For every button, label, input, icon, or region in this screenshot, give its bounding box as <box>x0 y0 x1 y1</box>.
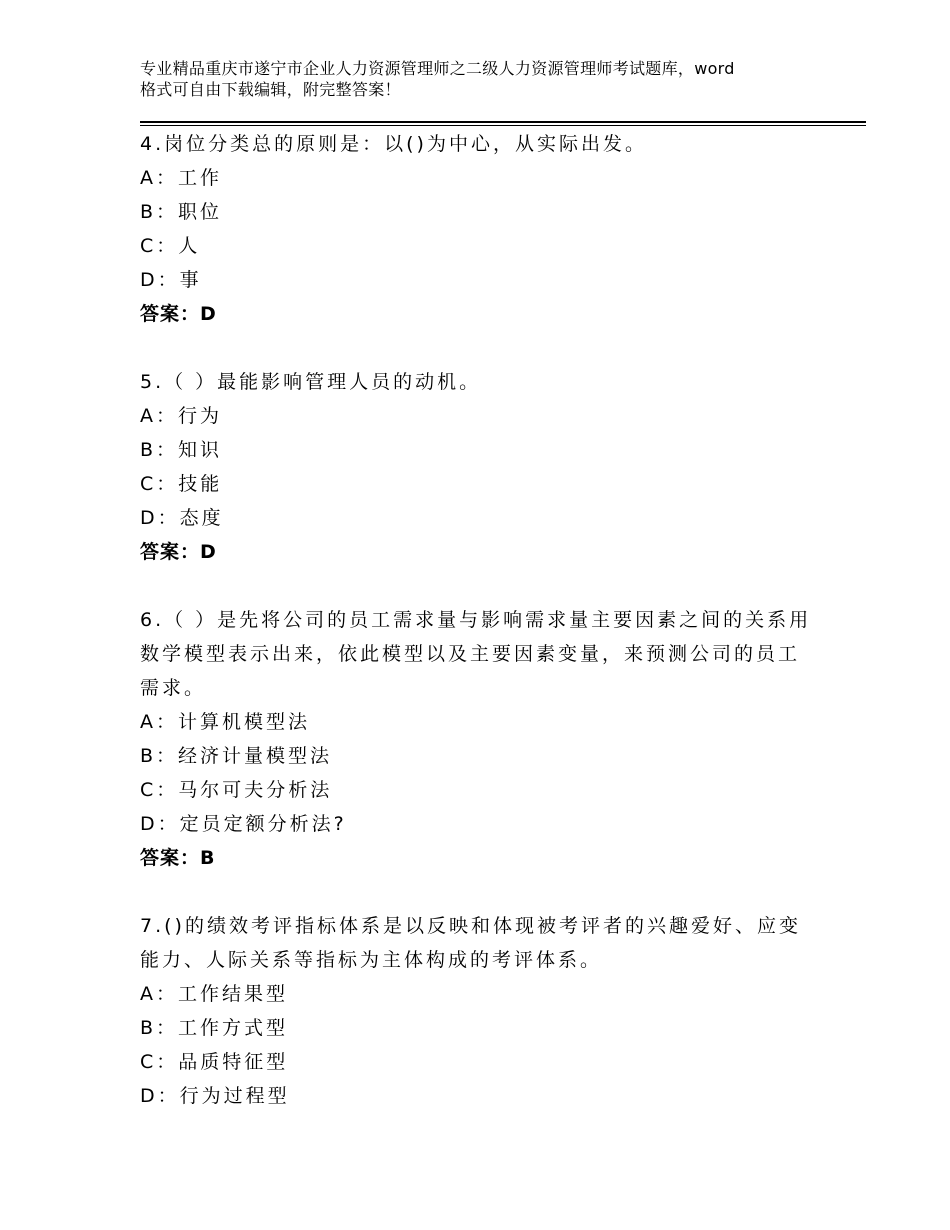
question-stem <box>140 365 830 399</box>
header-line-1: 专业精品重庆市遂宁市企业人力资源管理师之二级人力资源管理师考试题库，word <box>140 59 735 78</box>
question-stem <box>140 127 830 161</box>
question-stem <box>140 603 830 705</box>
option-d: D：态度 <box>140 507 224 529</box>
option-b: B：经济计量模型法 <box>140 745 333 767</box>
header-line-2: 格式可自由下载编辑，附完整答案！ <box>140 80 401 99</box>
question-6 <box>140 603 830 875</box>
question-stem <box>140 909 830 977</box>
option-b: B：职位 <box>140 201 223 223</box>
stem-line: 5.（ ）最能影响管理人员的动机。 <box>140 371 482 393</box>
option-c: C：人 <box>140 235 201 257</box>
option-a: A：工作结果型 <box>140 983 288 1005</box>
option-b: B：知识 <box>140 439 223 461</box>
answer-label: 答案：D <box>140 541 217 563</box>
question-5 <box>140 365 830 569</box>
answer-label: 答案：B <box>140 847 216 869</box>
stem-line: 4.岗位分类总的原则是：以()为中心，从实际出发。 <box>140 133 647 155</box>
option-c: C：技能 <box>140 473 223 495</box>
answer-label: 答案：D <box>140 303 217 325</box>
question-list <box>140 127 830 1147</box>
option-d: D：行为过程型 <box>140 1085 290 1107</box>
option-a: A：计算机模型法 <box>140 711 310 733</box>
option-a: A：行为 <box>140 405 222 427</box>
option-d: D：事 <box>140 269 202 291</box>
option-a: A：工作 <box>140 167 222 189</box>
question-7 <box>140 909 830 1113</box>
option-b: B：工作方式型 <box>140 1017 289 1039</box>
option-c: C：马尔可夫分析法 <box>140 779 333 801</box>
header-rule-thin <box>140 125 866 126</box>
stem-line: 能力、人际关系等指标为主体构成的考评体系。 <box>140 949 603 971</box>
header-rule-thick <box>140 121 866 123</box>
question-4 <box>140 127 830 331</box>
stem-line: 7.()的绩效考评指标体系是以反映和体现被考评者的兴趣爱好、应变 <box>140 915 801 937</box>
stem-line: 6.（ ）是先将公司的员工需求量与影响需求量主要因素之间的关系用 <box>140 609 812 631</box>
option-c: C：品质特征型 <box>140 1051 289 1073</box>
document-header <box>140 58 830 100</box>
stem-line: 数学模型表示出来，依此模型以及主要因素变量，来预测公司的员工 <box>140 643 801 665</box>
option-d: D：定员定额分析法? <box>140 813 347 835</box>
stem-line: 需求。 <box>140 677 207 699</box>
